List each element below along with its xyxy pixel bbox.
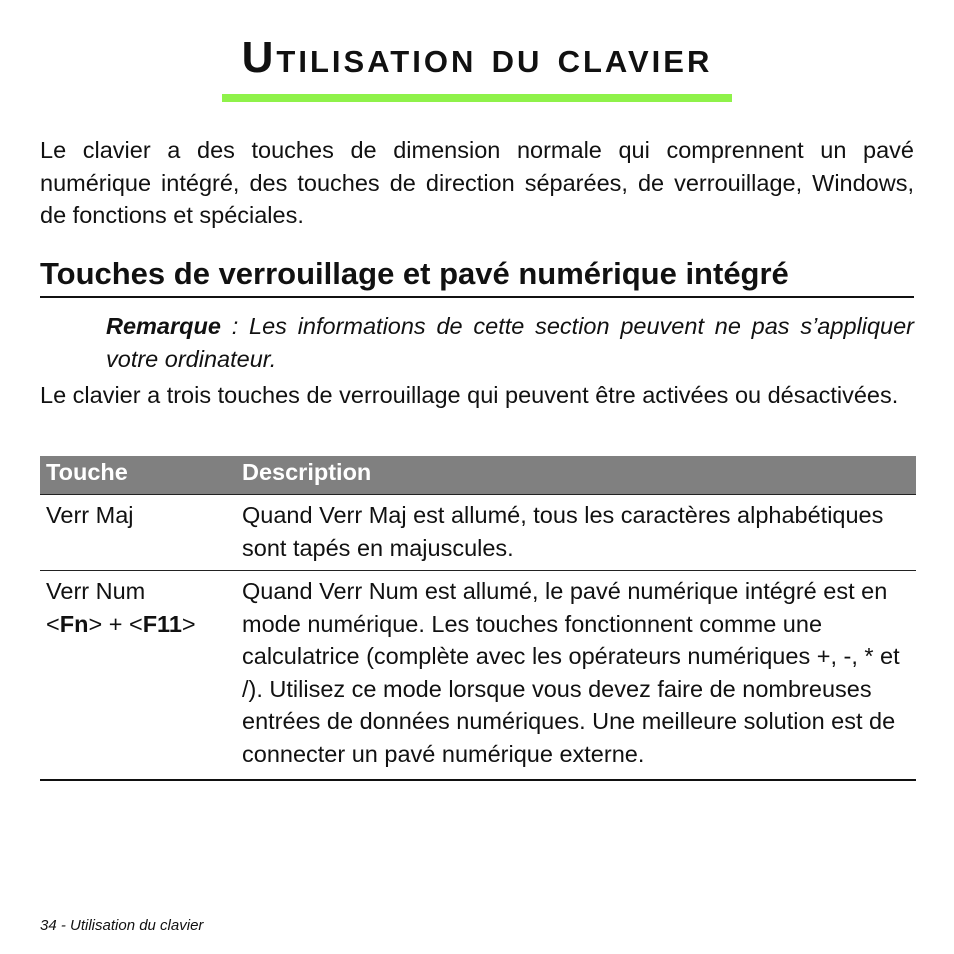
key-name: Verr Maj (46, 502, 134, 528)
key-combo (46, 611, 196, 637)
page-title: Utilisation du clavier (241, 33, 713, 82)
key-name: Verr Num (46, 578, 146, 604)
title-underline (222, 94, 732, 102)
combo-bracket: < (46, 610, 60, 637)
table-row (40, 571, 916, 781)
section-heading: Touches de verrouillage et pavé numérique intégré (40, 254, 914, 298)
header-key: Touche (40, 456, 236, 495)
intro-paragraph: Le clavier a des touches de dimension normale qui comprennent un pavé numérique intégré, des touches de direction séparées, de verrouillage, Windows, de fonctions et spéciales. (40, 137, 914, 228)
note-text: : Les informations de cette section peuvent ne pas s’appliquer votre ordinateur. (106, 313, 914, 372)
row-key (40, 495, 236, 571)
combo-plus: > + < (88, 610, 143, 637)
combo-bracket: > (181, 610, 196, 637)
note (106, 310, 914, 375)
table-row (40, 495, 916, 571)
page-footer: 34 - Utilisation du clavier (40, 917, 204, 934)
lock-keys-paragraph: Le clavier a trois touches de verrouillage qui peuvent être activées ou désactivées. (40, 382, 899, 408)
note-label: Remarque (106, 313, 221, 339)
f11-key: F11 (142, 610, 182, 637)
lock-keys-table (40, 456, 916, 781)
row-key (40, 571, 236, 781)
table-header-row (40, 456, 916, 495)
row-description: Quand Verr Maj est allumé, tous les caractères alphabétiques sont tapés en majuscules. (236, 495, 916, 571)
header-description: Description (236, 456, 916, 495)
fn-key: Fn (59, 610, 89, 637)
row-description: Quand Verr Num est allumé, le pavé numérique intégré est en mode numérique. Les touches fonctionnent comme une calculatrice (complète avec les opérateurs numériques +, -, * et /). Utilisez ce mode lorsque vous devez faire de nombreuses entrées de données numériques. Une meilleure solution est de connecter un pavé numérique externe. (236, 571, 916, 781)
